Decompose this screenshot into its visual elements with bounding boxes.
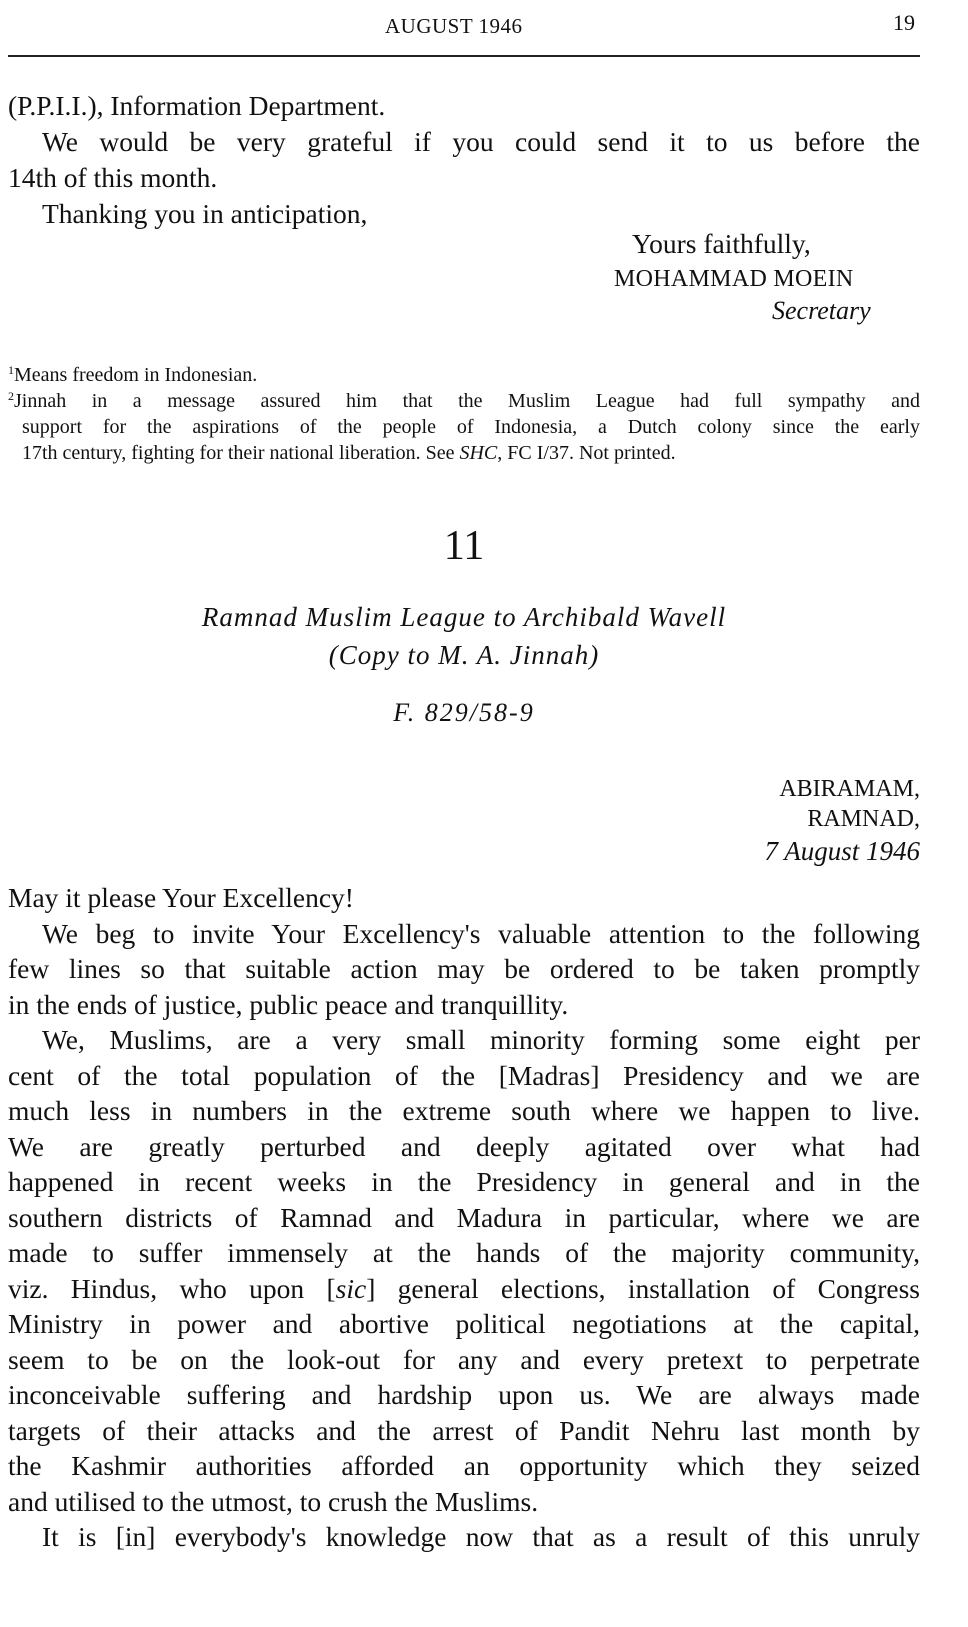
text-line [8,1271,920,1307]
signatory-title: Secretary [772,296,871,325]
text-line: 14th of this month. [8,162,218,193]
text-line: the Kashmir authorities afforded an opportunity which they seized [8,1450,920,1481]
running-title: AUGUST 1946 [385,14,523,38]
text-line: (P.P.I.I.), Information Department. [8,90,386,121]
footnote-text: Jinnah in a message assured him that the Muslim League had full sympathy and [14,390,920,412]
text-line: in the ends of justice, public peace and tranquillity. [8,988,569,1020]
footnotes [8,362,920,466]
text-line: We beg to invite Your Excellency's valuable attention to the following [42,917,920,949]
text-line: southern districts of Ramnad and Madura in particular, where we are [8,1201,920,1233]
footnote-text: 17th century, fighting for their national liberation. See [22,442,460,464]
letter-date: 7 August 1946 [764,836,920,866]
text-line: inconceivable suffering and hardship upon us. We are always made [8,1379,920,1410]
salutation: May it please Your Excellency! [8,882,354,913]
document-title: Ramnad Muslim League to Archibald Wavell [201,602,727,632]
text-line: We, Muslims, are a very small minority forming some eight per [42,1024,920,1055]
document-number: 11 [443,523,485,569]
letter-closing: Yours faithfully, [632,228,811,259]
text-line: seem to be on the look-out for any and every pretext to perpetrate [8,1343,920,1375]
text-line: cent of the total population of the [Madras] Presidency and we are [8,1059,920,1091]
text-line: and utilised to the utmost, to crush the Muslims. [8,1485,539,1517]
page-number: 19 [893,10,915,35]
letter-body [8,880,920,1555]
footnote-marker: 2 [8,389,14,403]
text-line: Ministry in power and abortive political negotiations at the capital, [8,1308,920,1339]
footnote-reference: SHC [459,442,498,464]
text-line: made to suffer immensely at the hands of the majority community, [8,1237,920,1268]
signatory-name: MOHAMMAD MOEIN [614,266,854,292]
place-line: ABIRAMAM, [779,776,920,802]
document-subtitle: (Copy to M. A. Jinnah) [328,640,600,670]
text-line: targets of their attacks and the arrest of Pandit Nehru last month by [8,1414,920,1446]
text-line: happened in recent weeks in the Presidency in general and in the [8,1166,920,1197]
text-line: few lines so that suitable action may be ordered to be taken promptly [8,953,920,984]
running-head [0,10,968,44]
footnote-2-line [8,388,920,414]
text-line: It is [in] everybody's knowledge now that as a result of this unruly [42,1521,920,1552]
footnote-2-line [8,440,920,466]
footnote-marker: 1 [8,363,14,377]
text-line: much less in numbers in the extreme south where we happen to live. [8,1095,920,1126]
footnote-1 [8,362,920,388]
header-rule [8,55,920,57]
sic-annotation: sic [335,1272,367,1304]
text-run: viz. Hindus, who upon [ [8,1272,336,1304]
text-line: Thanking you in anticipation, [42,198,368,229]
footnote-2-line: support for the aspirations of the people of Indonesia, a Dutch colony since the early [22,416,920,438]
file-reference: F. 829/58-9 [393,698,535,727]
place-line: RAMNAD, [807,806,920,832]
text-line: We are greatly perturbed and deeply agitated over what had [8,1130,920,1162]
footnote-text: Means freedom in Indonesian. [14,364,258,386]
text-run: ] general elections, installation of Congress [366,1272,920,1304]
text-line: We would be very grateful if you could send it to us before the [42,126,920,157]
previous-letter-body [8,88,920,232]
footnote-text: , FC I/37. Not printed. [497,442,676,464]
